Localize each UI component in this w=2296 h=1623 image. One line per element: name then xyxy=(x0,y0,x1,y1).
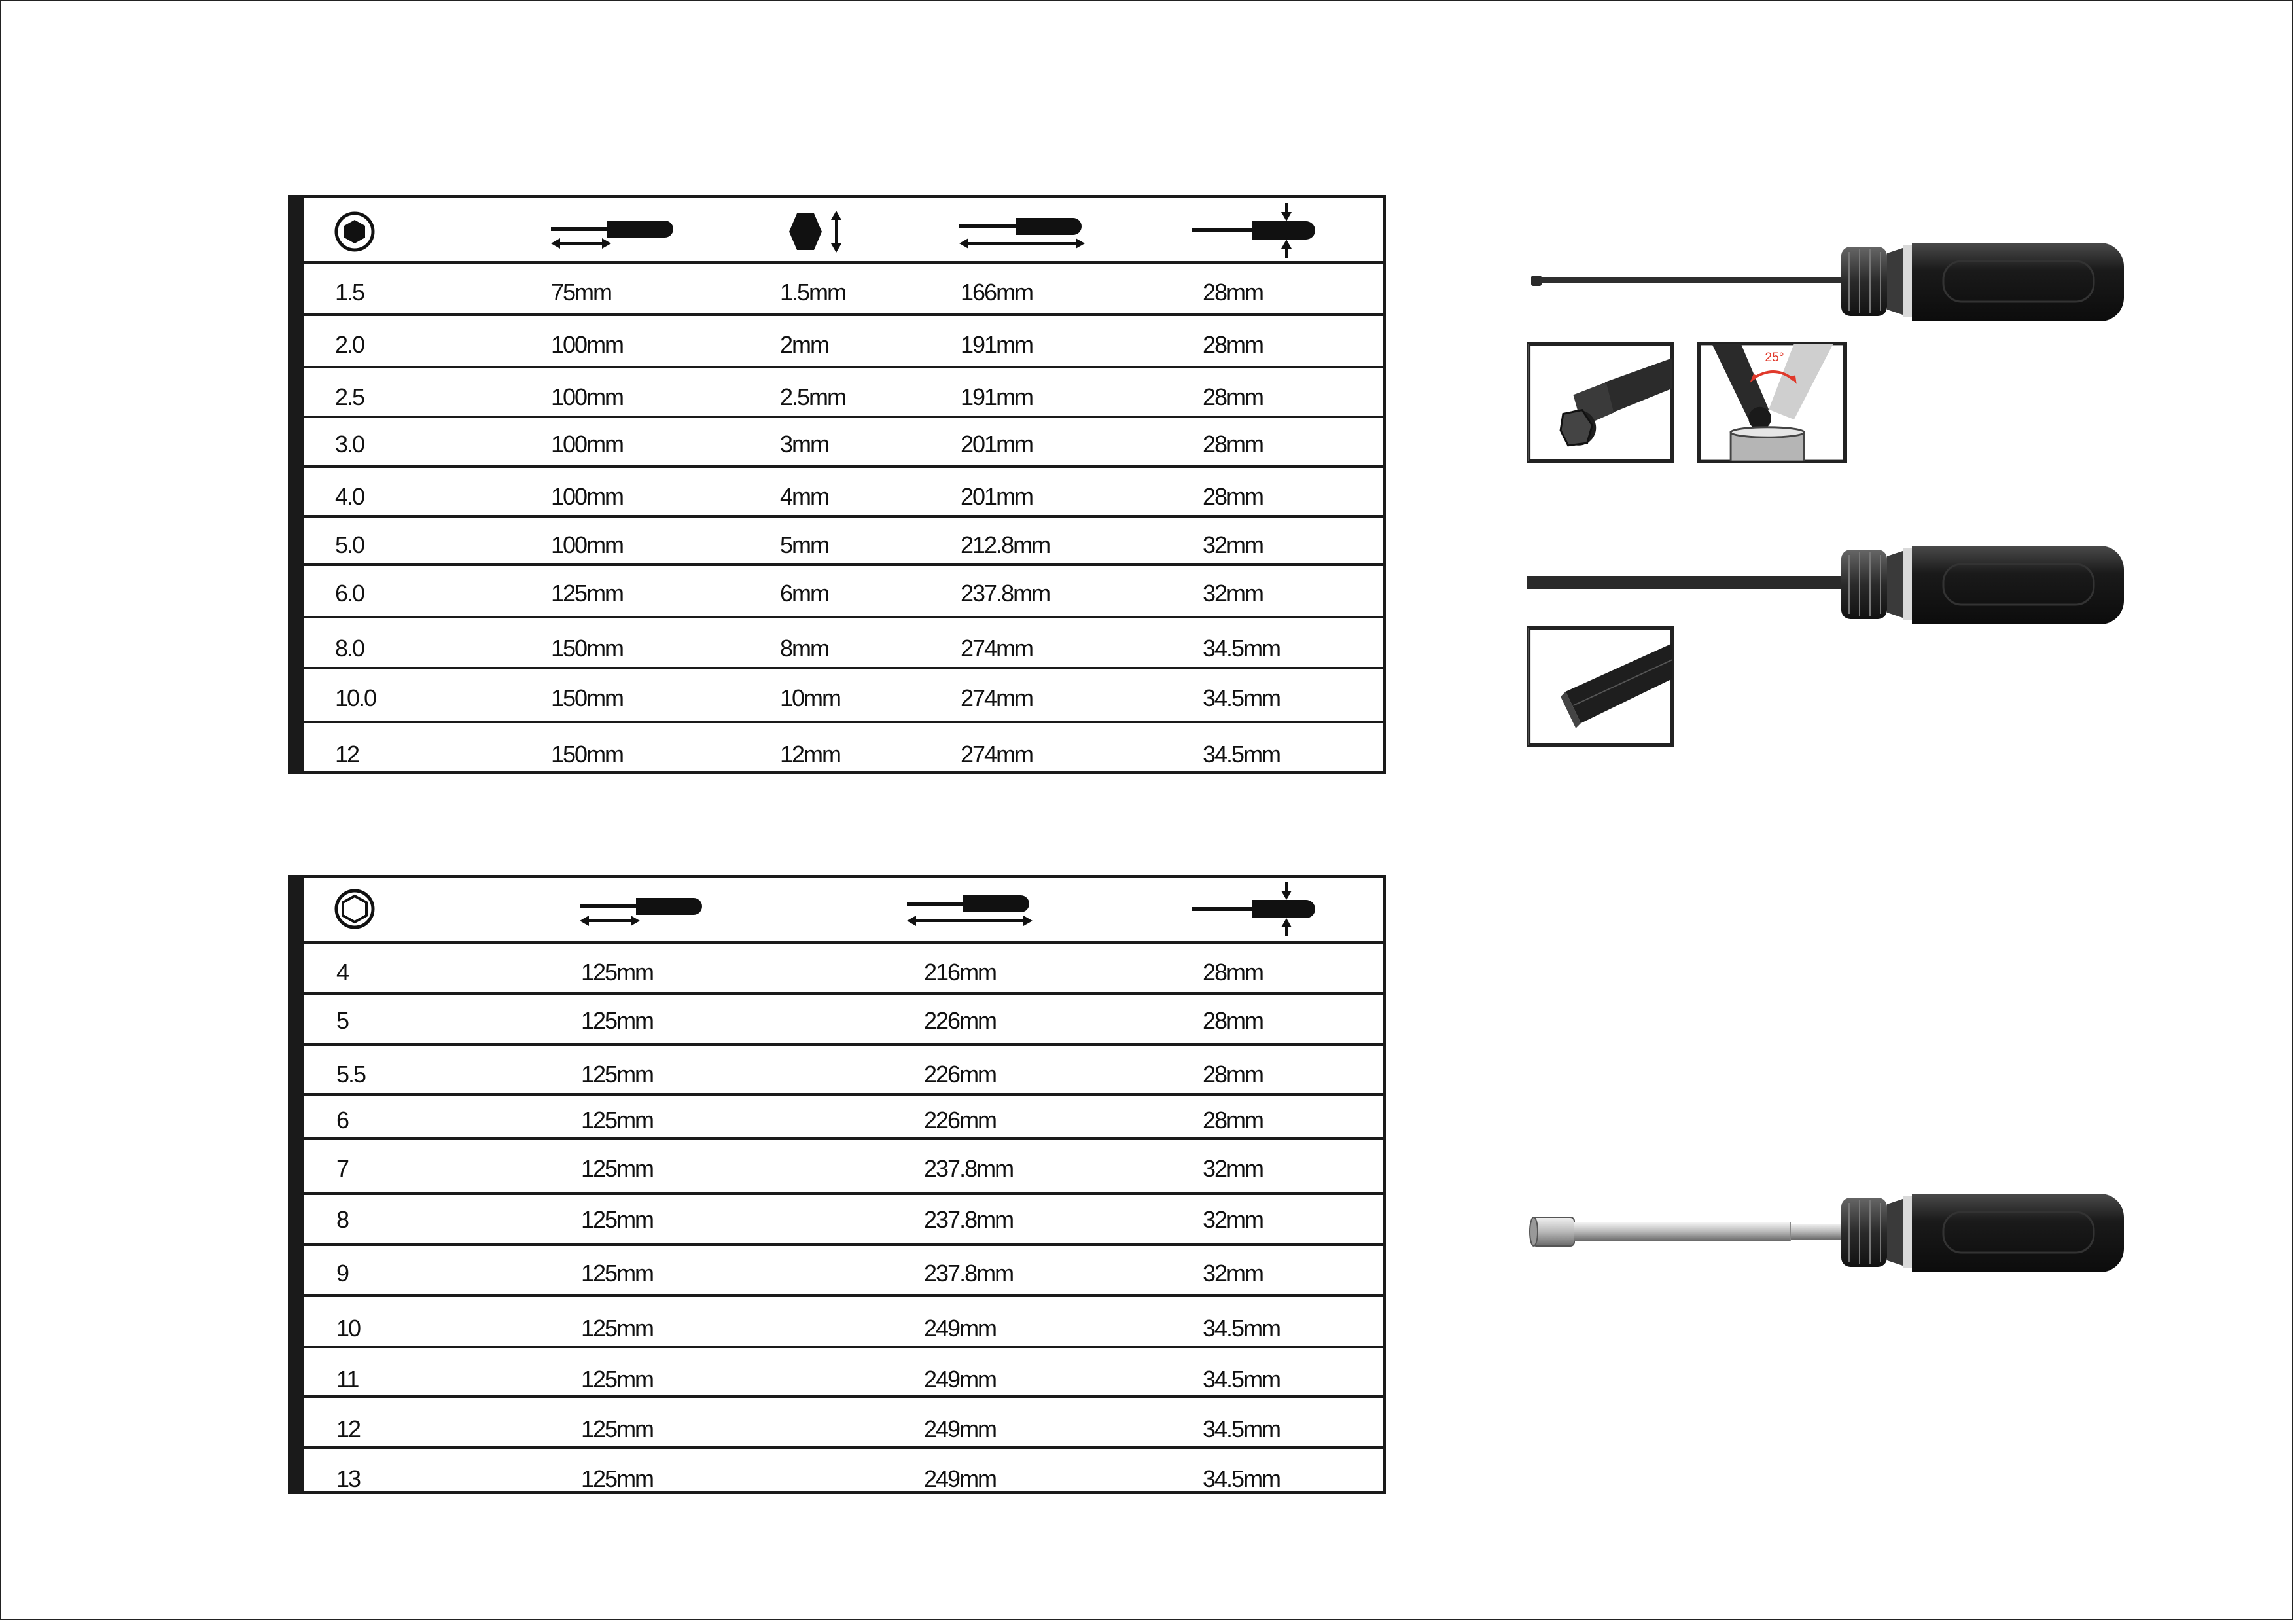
ball-end-angle-icon xyxy=(1697,342,1847,463)
hex-size-cell: 5mm xyxy=(780,531,828,558)
table-header-row xyxy=(304,878,1383,941)
total-length-cell: 237.8mm xyxy=(924,1155,1014,1182)
handle-diameter-icon xyxy=(1191,200,1322,260)
total-length-cell: 166mm xyxy=(961,279,1033,306)
blade-length-cell: 150mm xyxy=(551,741,624,768)
angle-label: 25° xyxy=(1765,350,1784,365)
size-cell: 6 xyxy=(336,1107,349,1133)
total-length-cell: 226mm xyxy=(924,1107,997,1133)
blade-length-cell: 100mm xyxy=(551,383,624,410)
size-cell: 12 xyxy=(336,1416,361,1442)
total-length-cell: 237.8mm xyxy=(961,580,1050,607)
blade-length-icon xyxy=(578,892,709,929)
table-row xyxy=(304,465,1383,515)
total-length-cell: 237.8mm xyxy=(924,1206,1014,1233)
blade-length-cell: 125mm xyxy=(581,1465,654,1492)
hex-size-cell: 1.5mm xyxy=(780,279,846,306)
table-row xyxy=(304,1294,1383,1346)
blade-length-cell: 125mm xyxy=(581,1315,654,1342)
blade-length-cell: 125mm xyxy=(581,1007,654,1034)
handle-diameter-cell: 28mm xyxy=(1203,331,1263,358)
hex-size-cell: 2mm xyxy=(780,331,828,358)
total-length-cell: 237.8mm xyxy=(924,1260,1014,1287)
table-row xyxy=(304,515,1383,563)
size-cell: 2.0 xyxy=(335,331,364,358)
handle-diameter-cell: 34.5mm xyxy=(1203,1315,1280,1342)
blade-length-cell: 125mm xyxy=(581,1416,654,1442)
blade-length-cell: 125mm xyxy=(581,1107,654,1133)
hex-size-cell: 6mm xyxy=(780,580,828,607)
table-row xyxy=(304,941,1383,992)
handle-diameter-cell: 32mm xyxy=(1203,580,1263,607)
total-length-cell: 226mm xyxy=(924,1061,997,1088)
handle-diameter-cell: 28mm xyxy=(1203,483,1263,510)
handle-diameter-cell: 32mm xyxy=(1203,1206,1263,1233)
handle-diameter-cell: 32mm xyxy=(1203,1155,1263,1182)
size-cell: 5.0 xyxy=(335,531,364,558)
blade-length-cell: 100mm xyxy=(551,483,624,510)
handle-diameter-cell: 34.5mm xyxy=(1203,1416,1280,1442)
size-cell: 9 xyxy=(336,1260,349,1287)
size-cell: 10 xyxy=(336,1315,361,1342)
handle-diameter-cell: 28mm xyxy=(1203,431,1263,457)
blade-length-icon xyxy=(550,215,680,251)
hex-size-cell: 10mm xyxy=(780,685,841,711)
handle-diameter-cell: 34.5mm xyxy=(1203,635,1280,662)
hex-size-cell: 2.5mm xyxy=(780,383,846,410)
total-length-cell: 191mm xyxy=(961,383,1033,410)
blade-length-cell: 125mm xyxy=(581,1366,654,1393)
total-length-cell: 274mm xyxy=(961,635,1033,662)
table-row xyxy=(304,313,1383,366)
table-row xyxy=(304,992,1383,1043)
handle-diameter-cell: 28mm xyxy=(1203,1107,1263,1133)
blade-length-cell: 100mm xyxy=(551,431,624,457)
hex-size-cell: 3mm xyxy=(780,431,828,457)
hex-socket-icon xyxy=(334,211,376,253)
total-length-cell: 216mm xyxy=(924,959,997,986)
blade-length-cell: 100mm xyxy=(551,531,624,558)
blade-length-cell: 150mm xyxy=(551,635,624,662)
total-length-cell: 191mm xyxy=(961,331,1033,358)
table-row xyxy=(304,1137,1383,1192)
ball-end-hex-screwdriver-icon xyxy=(1525,232,2127,330)
hex-size-cell: 4mm xyxy=(780,483,828,510)
table-row xyxy=(304,667,1383,721)
total-length-cell: 249mm xyxy=(924,1366,997,1393)
table-row xyxy=(304,721,1383,774)
total-length-cell: 274mm xyxy=(961,741,1033,768)
handle-diameter-cell: 28mm xyxy=(1203,383,1263,410)
size-cell: 11 xyxy=(336,1366,359,1393)
blade-length-cell: 125mm xyxy=(581,959,654,986)
size-cell: 8 xyxy=(336,1206,349,1233)
size-cell: 5.5 xyxy=(336,1061,366,1088)
handle-diameter-cell: 28mm xyxy=(1203,959,1263,986)
size-cell: 3.0 xyxy=(335,431,364,457)
total-length-cell: 249mm xyxy=(924,1416,997,1442)
total-length-cell: 201mm xyxy=(961,431,1033,457)
handle-diameter-cell: 28mm xyxy=(1203,1061,1263,1088)
size-cell: 1.5 xyxy=(335,279,364,306)
size-cell: 7 xyxy=(336,1155,349,1182)
size-cell: 2.5 xyxy=(335,383,364,410)
blade-length-cell: 150mm xyxy=(551,685,624,711)
handle-diameter-icon xyxy=(1191,879,1322,939)
total-length-cell: 249mm xyxy=(924,1465,997,1492)
handle-diameter-cell: 32mm xyxy=(1203,531,1263,558)
size-cell: 6.0 xyxy=(335,580,364,607)
total-length-cell: 249mm xyxy=(924,1315,997,1342)
size-cell: 8.0 xyxy=(335,635,364,662)
handle-diameter-cell: 34.5mm xyxy=(1203,1465,1280,1492)
handle-diameter-cell: 28mm xyxy=(1203,279,1263,306)
handle-diameter-cell: 34.5mm xyxy=(1203,685,1280,711)
table-header-row xyxy=(304,198,1383,261)
total-length-icon xyxy=(958,212,1089,251)
hex-size-cell: 8mm xyxy=(780,635,828,662)
size-cell: 10.0 xyxy=(335,685,376,711)
total-length-cell: 212.8mm xyxy=(961,531,1050,558)
table-row xyxy=(304,416,1383,465)
total-length-cell: 201mm xyxy=(961,483,1033,510)
size-cell: 13 xyxy=(336,1465,361,1492)
table-row xyxy=(304,1192,1383,1243)
hex-size-icon xyxy=(776,209,848,254)
blade-length-cell: 100mm xyxy=(551,331,624,358)
table-row xyxy=(304,563,1383,616)
hex-screwdriver-icon xyxy=(1525,535,2127,633)
nut-socket-icon xyxy=(334,888,376,930)
total-length-cell: 226mm xyxy=(924,1007,997,1034)
blade-length-cell: 125mm xyxy=(581,1061,654,1088)
table-row xyxy=(304,1446,1383,1494)
blade-length-cell: 125mm xyxy=(581,1206,654,1233)
blade-length-cell: 125mm xyxy=(551,580,624,607)
table-row xyxy=(304,616,1383,667)
blade-length-cell: 125mm xyxy=(581,1260,654,1287)
blade-length-cell: 75mm xyxy=(551,279,612,306)
table-row xyxy=(304,1346,1383,1395)
handle-diameter-cell: 34.5mm xyxy=(1203,1366,1280,1393)
handle-diameter-cell: 28mm xyxy=(1203,1007,1263,1034)
table-row xyxy=(304,1395,1383,1446)
hex-key-spec-table xyxy=(288,195,1386,774)
total-length-icon xyxy=(906,889,1036,929)
hex-tip-closeup-icon xyxy=(1527,626,1674,747)
table-row xyxy=(304,366,1383,416)
handle-diameter-cell: 34.5mm xyxy=(1203,741,1280,768)
size-cell: 5 xyxy=(336,1007,349,1034)
handle-diameter-cell: 32mm xyxy=(1203,1260,1263,1287)
total-length-cell: 274mm xyxy=(961,685,1033,711)
nut-driver-icon xyxy=(1525,1183,2127,1281)
hex-size-cell: 12mm xyxy=(780,741,841,768)
size-cell: 12 xyxy=(335,741,359,768)
table-row xyxy=(304,1043,1383,1093)
nut-driver-spec-table xyxy=(288,875,1386,1494)
size-cell: 4.0 xyxy=(335,483,364,510)
table-row xyxy=(304,1243,1383,1294)
blade-length-cell: 125mm xyxy=(581,1155,654,1182)
size-cell: 4 xyxy=(336,959,349,986)
table-row xyxy=(304,1093,1383,1137)
ball-end-closeup-icon xyxy=(1527,342,1674,463)
table-row xyxy=(304,261,1383,313)
